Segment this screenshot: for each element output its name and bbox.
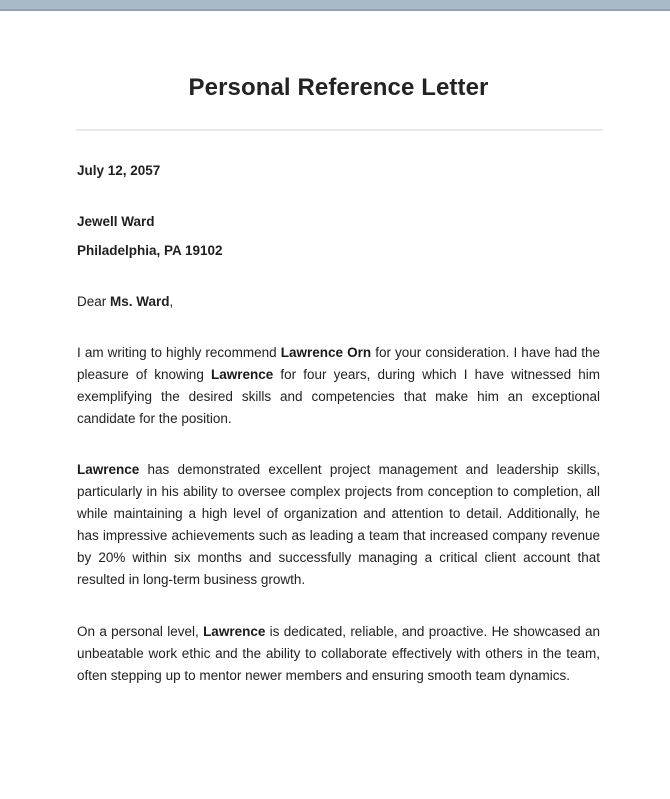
paragraph1-bold-1: Lawrence Orn bbox=[280, 345, 372, 360]
window-top-bar bbox=[0, 0, 670, 11]
salutation bbox=[77, 291, 173, 313]
document-title: Personal Reference Letter bbox=[188, 74, 489, 101]
letter-date: July 12, 2057 bbox=[77, 163, 161, 178]
paragraph1-text-2: for your consideration. I have had the pleasure of knowing bbox=[77, 345, 601, 383]
paragraph3-text-1: On a personal level, bbox=[77, 624, 204, 639]
salutation-name: Ms. Ward bbox=[110, 294, 170, 309]
salutation-suffix: , bbox=[169, 294, 174, 309]
paragraph2-text-1: has demonstrated excellent project management and leadership skills, particularly in his ability to oversee complex projects from conception to completion, all while maintaining a high level of organization and attention to detail. Additionally, he has impressive achievements such as leading a team that increased company revenue by 20% within six months and successfully managing a critical client account that resulted in long-term business growth. bbox=[77, 462, 600, 588]
paragraph1-bold-2: Lawrence bbox=[210, 367, 274, 383]
title-divider bbox=[76, 129, 603, 131]
paragraph-personal bbox=[77, 621, 600, 687]
recipient-name: Jewell Ward bbox=[77, 214, 155, 229]
paragraph3-bold-1: Lawrence bbox=[203, 624, 266, 639]
paragraph1-text-1: I am writing to highly recommend bbox=[77, 345, 281, 360]
salutation-prefix: Dear bbox=[77, 294, 111, 309]
paragraph2-bold-1: Lawrence bbox=[77, 462, 140, 477]
paragraph1-text-3: for four years, during which I have witnessed him exemplifying the desired skills and competencies that make him an exceptional candidate for the position. bbox=[77, 367, 600, 427]
recipient-city-line: Philadelphia, PA 19102 bbox=[77, 243, 223, 258]
paragraph-introduction bbox=[77, 342, 600, 430]
paragraph-skills bbox=[77, 459, 600, 592]
paragraph3-text-2: is dedicated, reliable, and proactive. He showcased an unbeatable work ethic and the ability to collaborate effectively with others in the team, often stepping up to mentor newer members and ensuring smooth team dynamics. bbox=[77, 624, 600, 684]
